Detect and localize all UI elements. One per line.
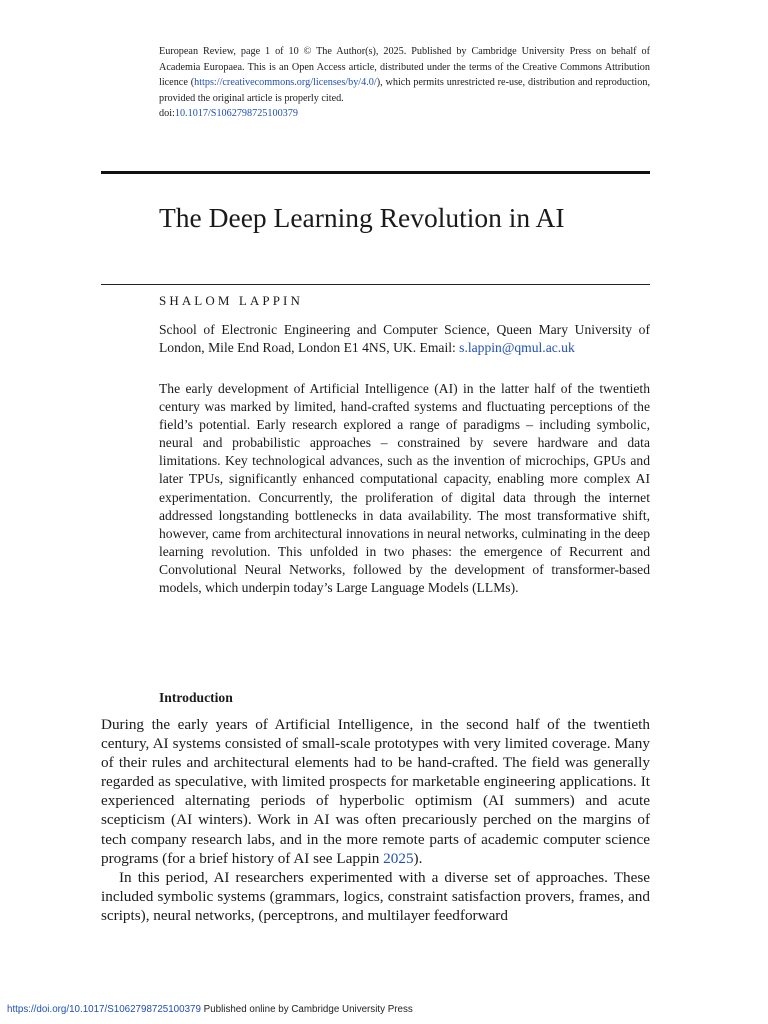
title-rule: [101, 284, 650, 285]
section-heading-introduction: Introduction: [159, 690, 233, 705]
doi-label: doi:: [159, 108, 175, 119]
license-notice-tail: ), which permits unrestricted re-use, distribution and reproduction, provided the original article is properly cited.: [159, 77, 651, 104]
footer-published-text: Published online by Cambridge University Press: [200, 1004, 413, 1015]
email-link[interactable]: s.lappin@qmul.ac.uk: [459, 340, 575, 356]
license-notice-lead: European Review, page 1 of 10 © The Author(s), 2025. Published by Cambridge University Press on behalf of Academia Europaea. This is an Open Access article, distributed under the terms of the Creative Commons Attribution licence (: [159, 46, 650, 88]
top-rule: [101, 171, 650, 174]
footer-doi-link[interactable]: https://doi.org/10.1017/S1062798725100379: [7, 1004, 201, 1015]
page-footer: [7, 1003, 413, 1017]
doi-line: [159, 106, 650, 122]
introduction-body: [101, 715, 650, 925]
paragraph-end: ).: [413, 849, 423, 867]
license-notice: [159, 44, 650, 106]
license-link[interactable]: https://creativecommons.org/licenses/by/4.0/: [194, 77, 377, 88]
author-name: SHALOM LAPPIN: [159, 293, 303, 308]
author-affiliation: [159, 321, 650, 358]
abstract: The early development of Artificial Intelligence (AI) in the latter half of the twentieth century was marked by limited, hand-crafted systems and fluctuating perceptions of the field’s potential. Early research explored a range of paradigms – including symbolic, neural and probabilistic approaches – constrained by severe hardware and data limitations. Key technological advances, such as the invention of microchips, GPUs and later TPUs, significantly enhanced computational capacity, enabling more complex AI experimentation. Concurrently, the proliferation of digital data through the internet addressed longstanding bottlenecks in data availability. The most transformative shift, however, came from architectural innovations in neural networks, culminating in the deep learning revolution. This unfolded in two phases: the emergence of Recurrent and Convolutional Neural Networks, followed by the development of transformer-based models, which underpin today’s Large Language Models (LLMs).: [159, 381, 650, 596]
affiliation-text: School of Electronic Engineering and Computer Science, Queen Mary University of London, Mile End Road, London E1 4NS, UK. Email:: [159, 322, 650, 356]
article-title: The Deep Learning Revolution in AI: [159, 202, 565, 233]
citation-link[interactable]: 2025: [383, 849, 414, 867]
doi-link[interactable]: 10.1017/S1062798725100379: [174, 108, 298, 119]
journal-header: [159, 44, 650, 122]
paragraph: [101, 715, 650, 868]
paragraph-text: During the early years of Artificial Intelligence, in the second half of the twentieth century, AI systems consisted of small-scale prototypes with very limited coverage. Many of their rules and architectural elements had to be hand-crafted. The field was generally regarded as speculative, with limited prospects for marketable engineering applications. It experienced alternating periods of hyperbolic optimism (AI summers) and acute scepticism (AI winters). Work in AI was often precariously perched on the margins of tech company research labs, and in the more remote parts of academic computer science programs (for a brief history of AI see Lappin: [101, 716, 650, 867]
paragraph: In this period, AI researchers experimented with a diverse set of approaches. These included symbolic systems (grammars, logics, constraint satisfaction provers, frames, and scripts), neural networks, (perceptrons, and multilayer feedforward: [101, 868, 650, 924]
